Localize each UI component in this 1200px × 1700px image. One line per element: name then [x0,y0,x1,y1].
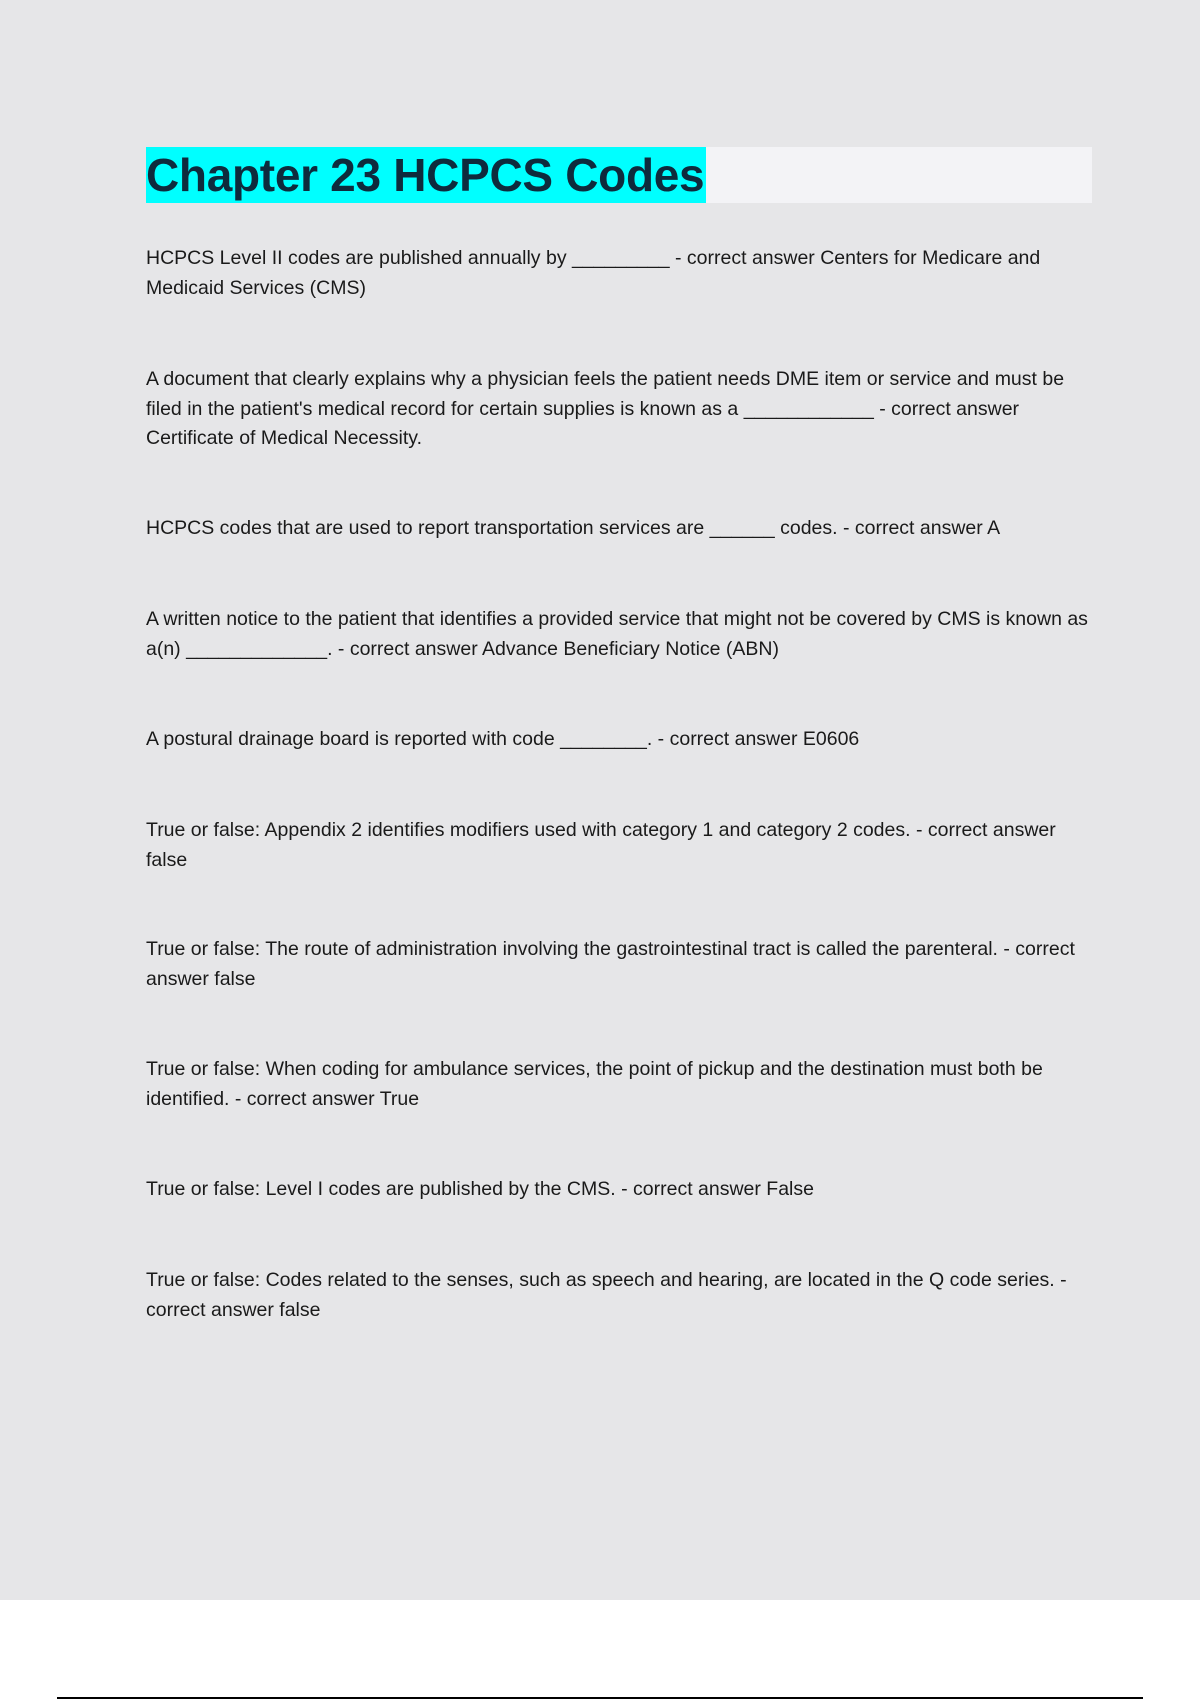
qa-item-10: True or false: Codes related to the senses, such as speech and hearing, are located in the Q code series. - correct answer false [146,1269,1067,1321]
qa-item-9: True or false: Level I codes are published by the CMS. - correct answer False [146,1178,814,1200]
qa-item-1: HCPCS Level II codes are published annually by _________ - correct answer Centers for Medicare and Medicaid Services (CMS) [146,247,1041,299]
qa-item-3: HCPCS codes that are used to report transportation services are ______ codes. - correct answer A [146,517,1001,539]
qa-item-5: A postural drainage board is reported with code ________. - correct answer E0606 [146,728,860,750]
qa-item-4: A written notice to the patient that identifies a provided service that might not be covered by CMS is known as a(n) _____________. - correct answer Advance Beneficiary Notice (ABN) [146,608,1088,660]
qa-item-7: True or false: The route of administration involving the gastrointestinal tract is called the parenteral. - correct answer false [146,938,1075,990]
page-title: Chapter 23 HCPCS Codes [146,149,705,201]
qa-item-8: True or false: When coding for ambulance services, the point of pickup and the destination must both be identified. - correct answer True [146,1058,1043,1110]
footer-divider [57,1697,1143,1699]
qa-item-2: A document that clearly explains why a physician feels the patient needs DME item or service and must be filed in the patient's medical record for certain supplies is known as a ____________ - correct answer Certificate of Medical Necessity. [146,368,1065,449]
qa-item-6: True or false: Appendix 2 identifies modifiers used with category 1 and category 2 codes. - correct answer false [146,819,1056,871]
